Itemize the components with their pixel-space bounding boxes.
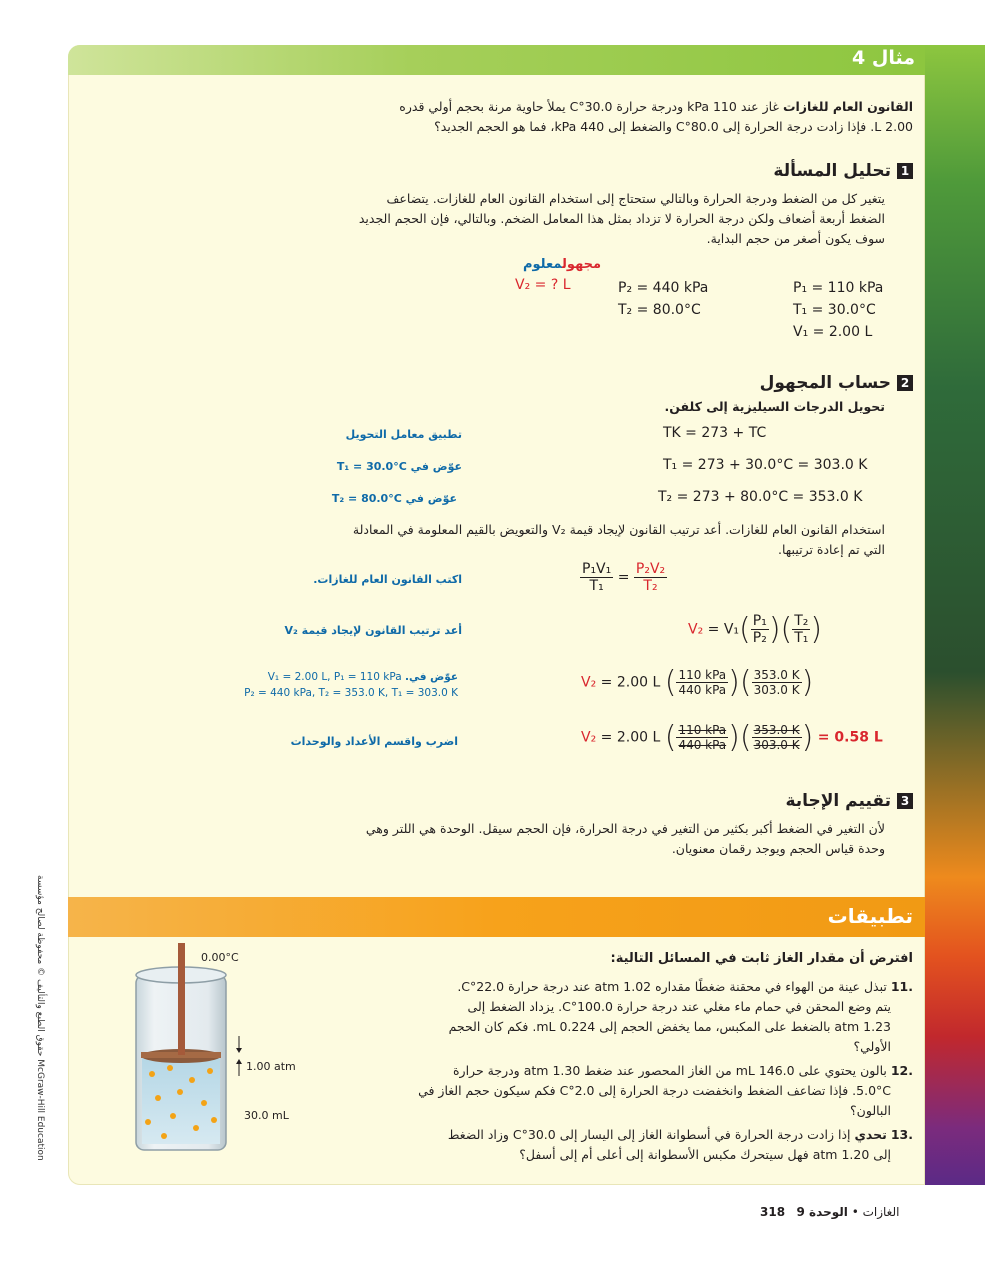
step2-title: حساب المجهول bbox=[759, 373, 891, 393]
problem-13-number: .13 bbox=[890, 1127, 913, 1142]
page-footer bbox=[760, 1205, 899, 1219]
known-v1: V₁ = 2.00 L bbox=[793, 324, 873, 340]
example-title: مثال 4 bbox=[852, 47, 915, 69]
problem-12-line1: بالون يحتوي على 146.0 mL من الغاز المحصور عند ضغط 1.30 atm ودرجة حرارة bbox=[453, 1063, 887, 1078]
rearranged-equation: V₂ = V₁( $\frac{\text{P₁}}{\text{P₂}}$ )( $\frac{\text{T₂}}{\text{T₁}}$ ) bbox=[688, 612, 823, 647]
step1-text bbox=[245, 189, 885, 249]
intro-line2: 2.00 L. فإذا زادت درجة الحرارة إلى 80.0°C والضغط إلى 440 kPa، فما هو الحجم الجديد؟ bbox=[434, 119, 913, 134]
frac2-num: 353.0 K bbox=[753, 668, 800, 682]
figure-temp: 0.00°C bbox=[201, 951, 239, 964]
step1-text-line1: يتغير كل من الضغط ودرجة الحرارة وبالتالي ستحتاج إلى استخدام القانون العام للغازات. يتضاعف bbox=[386, 191, 885, 206]
copyright-credit: حقوق الطبع والتأليف © محفوظة لصالح مؤسسة McGraw-Hill Education bbox=[35, 875, 45, 1161]
piston-rod bbox=[178, 943, 185, 1055]
step2-text-line2: التي تم إعادة ترتيبها. bbox=[778, 542, 885, 557]
unknown-v2: V₂ = ? L bbox=[515, 277, 571, 293]
gas-law-equation: $\frac{\text{P₁V₁}}{\text{T₁}}$ = $\frac{\text{P₂V₂}}{\text{T₂}}$ bbox=[582, 561, 666, 594]
sub-vals2: P₂ = 440 kPa, T₂ = 353.0 K, T₁ = 303.0 K bbox=[244, 687, 458, 699]
step1-heading bbox=[773, 161, 913, 181]
problem-12-number: .12 bbox=[890, 1063, 913, 1078]
frac1-num-cancel: 110 kPa bbox=[678, 723, 727, 737]
figure-pressure: 1.00 atm bbox=[246, 1060, 296, 1073]
frac1-den: 440 kPa bbox=[678, 683, 727, 697]
t2-eq: T₂ = 273 + 80.0°C = 353.0 K bbox=[658, 489, 863, 505]
unknown-label: مجهول bbox=[562, 257, 602, 272]
problem-13 bbox=[343, 1125, 913, 1165]
known-t1: T₁ = 30.0°C bbox=[793, 302, 876, 318]
footer-page-number: 318 bbox=[760, 1205, 786, 1219]
t1-label: عوّض في T₁ = 30.0°C bbox=[336, 460, 462, 473]
example-intro bbox=[313, 97, 913, 137]
challenge-label: تحدي bbox=[854, 1127, 887, 1142]
multiply-label: اضرب واقسم الأعداد والوحدات bbox=[290, 735, 458, 748]
known-label: معلوم bbox=[523, 257, 563, 272]
problem-12-line3: البالون؟ bbox=[850, 1103, 891, 1118]
problem-13-line2: إلى 1.20 atm فهل سيتحرك مكبس الأسطوانة إلى أعلى أم إلى أسفل؟ bbox=[519, 1147, 891, 1162]
t1-eq: T₁ = 273 + 30.0°C = 303.0 K bbox=[663, 457, 868, 473]
step2-number: 2 bbox=[897, 375, 913, 391]
frac2-den: 303.0 K bbox=[753, 683, 800, 697]
problem-11 bbox=[343, 977, 913, 1057]
known-left bbox=[618, 277, 708, 321]
step3-title: تقييم الإجابة bbox=[785, 791, 891, 811]
applications-lead: افترض أن مقدار الغاز ثابت في المسائل التالية: bbox=[610, 951, 913, 966]
problem-11-line4: الأولي؟ bbox=[853, 1039, 891, 1054]
t2-label: عوّض في T₂ = 80.0°C bbox=[331, 492, 457, 505]
intro-bold: القانون العام للغازات bbox=[782, 99, 913, 114]
step3-number: 3 bbox=[897, 793, 913, 809]
problem-11-line1: تبذل عينة من الهواء في محقنة ضغطًا مقداره 1.02 atm عند درجة حرارة 22.0°C. bbox=[457, 979, 887, 994]
side-color-stripe bbox=[925, 45, 985, 1185]
footer-unit: الوحدة 9 bbox=[796, 1205, 848, 1219]
substitution-label bbox=[244, 669, 458, 701]
substituted-equation: V₂ = 2.00 L ( $\frac{\text{110 kPa}}{\text{440 kPa}}$ )( $\frac{353.0 K}{303.0 K}$ ) bbox=[581, 665, 814, 700]
step3-heading bbox=[785, 791, 913, 811]
known-right bbox=[793, 277, 883, 343]
problem-13-line1: إذا زادت درجة الحرارة في أسطوانة الغاز إلى اليسار إلى 30.0°C وزاد الضغط bbox=[447, 1127, 855, 1142]
intro-line1: غاز عند 110 kPa ودرجة حرارة 30.0°C يملأ حاوية مرنة بحجم أولي قدره bbox=[399, 99, 783, 114]
step2-text bbox=[245, 520, 885, 560]
sub-label: عوّض في. bbox=[404, 671, 458, 683]
frac2-num-cancel: 353.0 K bbox=[753, 723, 800, 737]
example-header bbox=[68, 45, 925, 75]
sub-vals1: V₁ = 2.00 L, P₁ = 110 kPa bbox=[267, 671, 402, 683]
step2-text-line1: استخدام القانون العام للغازات. أعد ترتيب القانون لإيجاد قيمة V₂ والتعويض بالقيم المعلومة في المعادلة bbox=[352, 522, 885, 537]
applications-title: تطبيقات bbox=[827, 904, 913, 928]
problem-12-line2: 5.0°C. فإذا تضاعف الضغط وانخفضت درجة الحرارة إلى 2.0°C فكم سيكون حجم الغاز في bbox=[418, 1083, 891, 1098]
known-t2: T₂ = 80.0°C bbox=[618, 302, 701, 318]
step1-text-line3: سوف يكون أصغر من حجم البداية. bbox=[706, 231, 885, 246]
conv-label: تطبيق معامل التحويل bbox=[345, 428, 462, 441]
footer-chapter: الغازات bbox=[862, 1205, 900, 1219]
known-unknown-header bbox=[523, 257, 601, 272]
known-p1: P₁ = 110 kPa bbox=[793, 280, 884, 296]
known-p2: P₂ = 440 kPa bbox=[618, 280, 709, 296]
result-value: = 0.58 L bbox=[817, 729, 883, 746]
step1-number: 1 bbox=[897, 163, 913, 179]
frac1-den-cancel: 440 kPa bbox=[678, 738, 727, 752]
figure-volume: 30.0 mL bbox=[244, 1109, 289, 1122]
step1-text-line2: الضغط أربعة أضعاف ولكن درجة الحرارة لا تزداد بمثل هذا المعامل الضخم. وبالتالي، فإن الحجم الجديد bbox=[358, 211, 885, 226]
frac1-num: 110 kPa bbox=[678, 668, 727, 682]
problem-11-line2: يتم وضع المحقن في حمام ماء مغلي عند درجة حرارة 100.0°C. يزداد الضغط إلى bbox=[467, 999, 891, 1014]
footer-bullet: • bbox=[851, 1205, 859, 1219]
step3-text bbox=[245, 819, 885, 859]
law-label: اكتب القانون العام للغازات. bbox=[313, 573, 462, 586]
step3-text-line2: وحدة قياس الحجم ويوجد رقمان معنويان. bbox=[671, 841, 885, 856]
problem-11-line3: 1.23 atm بالضغط على المكبس، مما يخفض الحجم إلى 0.224 mL. فكم كان الحجم bbox=[448, 1019, 891, 1034]
gas-cylinder-figure bbox=[118, 940, 318, 1160]
result-equation: V₂ = 2.00 L ( $\frac{\text{110 kPa}}{\text{440 kPa}}$ )( $\frac{353.0 K}{303.0 K}$ ) = 0.58 L bbox=[581, 720, 883, 755]
problem-11-number: .11 bbox=[890, 979, 913, 994]
conv-eq: TK = 273 + TC bbox=[663, 425, 767, 441]
example-panel bbox=[68, 45, 925, 1185]
problem-12 bbox=[343, 1061, 913, 1121]
step2-heading bbox=[760, 373, 913, 393]
step1-title: تحليل المسألة bbox=[773, 161, 891, 181]
frac2-den-cancel: 303.0 K bbox=[753, 738, 800, 752]
applications-header bbox=[68, 897, 925, 937]
step2-subtitle: تحويل الدرجات السيليزية إلى كلفن. bbox=[664, 399, 885, 414]
step3-text-line1: لأن التغير في الضغط أكبر بكثير من التغير في درجة الحرارة، فإن الحجم سيقل. الوحدة هي اللتر وهي bbox=[365, 821, 885, 836]
rearrange-label: أعد ترتيب القانون لإيجاد قيمة V₂ bbox=[284, 624, 462, 637]
